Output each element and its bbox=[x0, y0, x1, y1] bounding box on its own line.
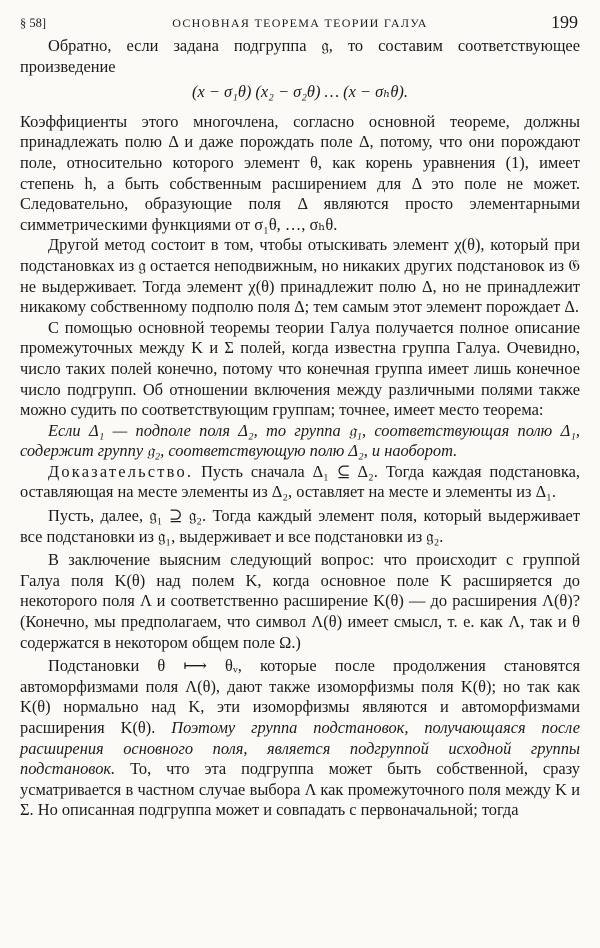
page-number: 199 bbox=[551, 12, 578, 32]
paragraph-intermediate-fields: С помощью основной теоремы теории Галуа получается полное описание промежуточных между K и Σ полей, когда известна группа Галуа. Очевидно, число таких полей конечно, потому что конечная группа имеет лишь конечное число подгрупп. Об отношении включения между различными полями также можно судить по соответствующим группам; точнее, имеет место теорема: bbox=[20, 317, 580, 420]
proof-paragraph bbox=[20, 462, 580, 503]
paragraph-other-method: Другой метод состоит в том, чтобы отыскивать элемент χ(θ), который при подстановках из 𝔤 остается неподвижным, но никаких других подстановок из 𝔊 не выдерживает. Тогда элемент χ(θ) принадлежит полю Δ, но не принадлежит никакому собственному подполю поля Δ; тем самым этот элемент порождает Δ. bbox=[20, 235, 580, 317]
paragraph-converse: Обратно, если задана подгруппа 𝔤, то составим соответствующее произведение bbox=[20, 36, 580, 76]
page-body bbox=[20, 36, 580, 821]
section-marker: § 58] bbox=[20, 16, 47, 30]
proof-label: Доказательство. bbox=[48, 461, 194, 481]
substitutions-text-a: Подстановки θ ⟼ θᵥ, которые после продолжения становятся автоморфизмами поля Λ(θ), дают также изоморфизмы поля K(θ); но так как K(θ) нормально над K, эти изоморфизмы являются и автоморфизмами расширения K(θ). bbox=[20, 656, 580, 737]
paragraph-substitutions bbox=[20, 656, 580, 821]
proof-text: Пусть сначала Δ₁ ⊆ Δ₂. Тогда каждая подстановка, оставляющая на месте элементы из Δ₂, оставляет на месте и элементы из Δ₁. bbox=[20, 461, 580, 502]
substitutions-text-b: То, что эта подгруппа может быть собственной, сразу усматривается в частном случае выбора Λ как промежуточного поля между K и Σ. Но описанная подгруппа может и совпадать с первоначальной; тогда bbox=[20, 759, 580, 820]
paragraph-extension-question: В заключение выясним следующий вопрос: что происходит с группой Галуа поля K(θ) над полем K, когда основное поле K расширяется до некоторого поля Λ и соответственно расширение K(θ) — до расширения Λ(θ)? (Конечно, мы предполагаем, что символ Λ(θ) имеет смысл, т. е. как Λ, так и θ содержатся в некотором общем поле Ω.) bbox=[20, 550, 580, 652]
paragraph-coefficients: Коэффициенты этого многочлена, согласно основной теореме, должны принадлежать полю Δ и даже порождать поле Δ, потому, что они порождают поле, относительно которого элемент θ, как корень уравнения (1), имеет степень h, а быть собственным расширением для Δ это поле не может. Следовательно, образующие поля Δ являются просто элементарными симметрическими функциями от σ₁θ, …, σₕθ. bbox=[20, 111, 580, 234]
running-header bbox=[20, 8, 580, 36]
product-formula: (x − σ₁θ) (x₂ − σ₂θ) … (x − σₕθ). bbox=[192, 82, 408, 102]
paragraph-converse-proof: Пусть, далее, 𝔤₁ ⊇ 𝔤₂. Тогда каждый элемент поля, который выдерживает все подстановки из 𝔤₁, выдерживает и все подстановки из 𝔤₂. bbox=[20, 506, 580, 546]
running-title: ОСНОВНАЯ ТЕОРЕМА ТЕОРИИ ГАЛУА bbox=[172, 16, 428, 30]
substitutions-italic: Поэтому группа подстановок, получающаяся после расширения основного поля, является подгруппой исходной группы подстановок. bbox=[20, 718, 580, 779]
theorem-statement: Если Δ₁ — подполе поля Δ₂, то группа 𝔤₁, соответствующая полю Δ₁, содержит группу 𝔤₂, соответствующую полю Δ₂, и наоборот. bbox=[20, 420, 580, 461]
